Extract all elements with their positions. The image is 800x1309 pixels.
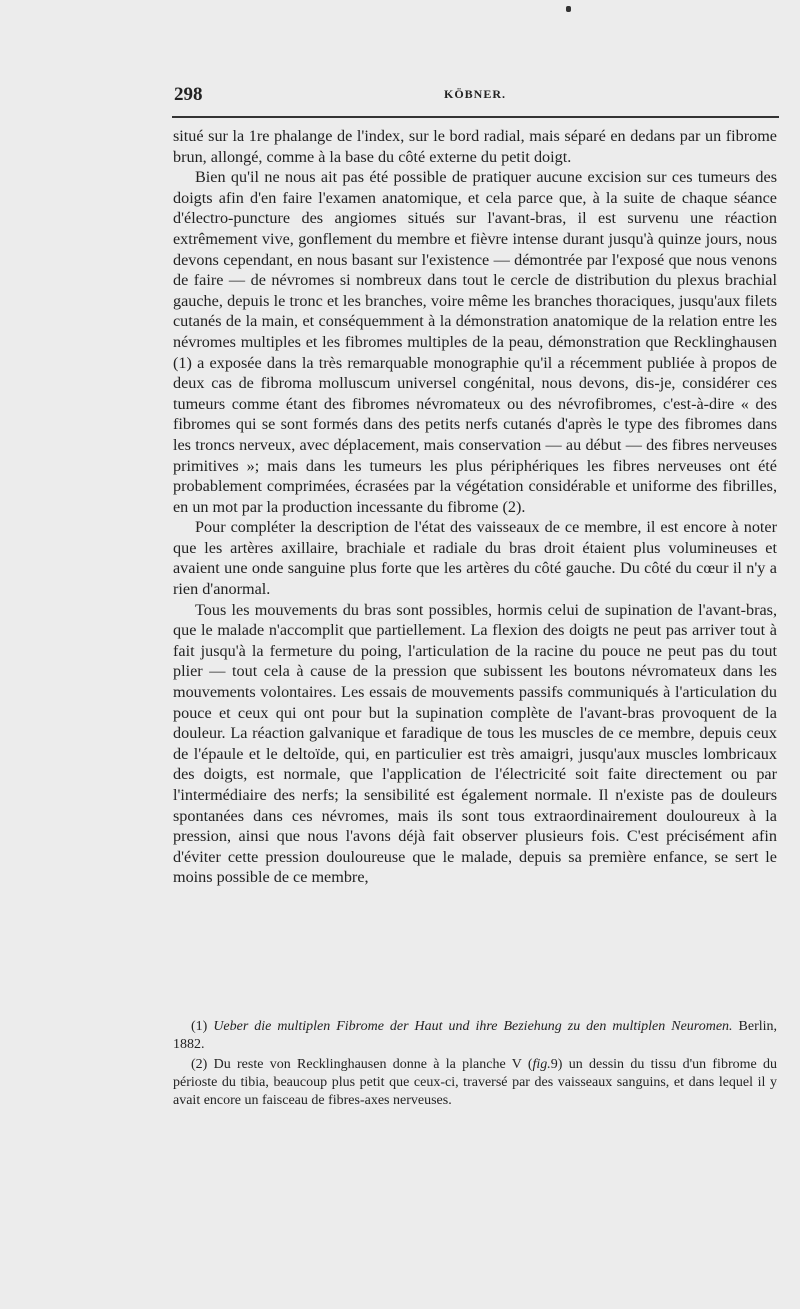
footnote-1-number: (1) bbox=[191, 1019, 208, 1034]
footnote-1-rest: Berlin, 1882. bbox=[173, 1019, 778, 1052]
paragraph-3: Pour compléter la description de l'état des vaisseaux de ce membre, il est encore à noter que les artères axillaire, brachiale et radiale du bras droit étaient plus volumineuses et avaient une onde sanguine plus forte que les artères du côté gauche. Du côté du cœur il n'y a rien d'anormal. bbox=[173, 518, 777, 599]
footnote-1-title: Ueber die multiplen Fibrome der Haut und ihre Beziehung zu den multiplen Neuromen. bbox=[213, 1019, 733, 1034]
footnote-2-text-b: 9) un dessin du tissu d'un fibrome du périoste du tibia, beaucoup plus petit que ceux-ci, traversé par des vaisseaux sanguins, et dans lequel il y avait encore un faisceau de fibres-axes nerveuses. bbox=[173, 1057, 777, 1108]
footnotes bbox=[173, 1018, 777, 1112]
body-text bbox=[173, 126, 777, 888]
footnote-2-text-a: Du reste von Recklinghausen donne à la planche V ( bbox=[207, 1057, 533, 1072]
footnote-2-number: (2) bbox=[191, 1057, 208, 1072]
footnote-2 bbox=[173, 1056, 777, 1110]
paragraph-2: Bien qu'il ne nous ait pas été possible de pratiquer aucune excision sur ces tumeurs des doigts afin d'en faire l'examen anatomique, et cela parce que, à la suite de chaque séance d'électro-puncture des angiomes situés sur l'avant-bras, il est survenu une réaction extrêmement vive, gonflement du membre et fièvre intense durant jusqu'à quinze jours, nous devons cependant, en nous basant sur l'existence — démontrée par l'exposé que nous venons de faire — de névromes si nombreux dans tout le cercle de distribution du plexus brachial gauche, depuis le tronc et les branches, voire même les branches thoraciques, jusqu'aux filets cutanés de la main, et conséquemment à la démonstration anatomique de la relation entre les névromes multiples et les fibromes multiples de la peau, démonstration que Recklinghausen (1) a exposée dans la très remarquable monographie qu'il a récemment publiée à propos de deux cas de fibroma molluscum universel congénital, nous devons, dis-je, considérer ces tumeurs comme étant des fibromes névromateux ou des névrofibromes, c'est-à-dire « des fibromes qui se sont formés dans des petits nerfs cutanés d'après le type des fibromes dans les troncs nerveux, avec déplacement, mais conservation — au début — des fibres nerveuses primitives »; mais dans les tumeurs les plus périphériques les fibres nerveuses ont été probablement comprimées, écrasées par la végétation considérable et uniforme des fibrilles, en un mot par la production incessante du fibrome (2). bbox=[173, 168, 777, 516]
header-rule bbox=[172, 116, 779, 118]
ink-speck bbox=[566, 6, 571, 12]
running-head: KÖBNER. bbox=[443, 87, 506, 101]
page-number: 298 bbox=[174, 84, 203, 105]
page-header bbox=[174, 84, 776, 108]
paragraph-4: Tous les mouvements du bras sont possibles, hormis celui de supination de l'avant-bras, que le malade n'accomplit que partiellement. La flexion des doigts ne peut pas arriver tout à fait jusqu'à la fermeture du poing, l'articulation de la racine du pouce ne peut pas du tout plier — tout cela à cause de la pression que subissent les boutons névromateux dans les mouvements volontaires. Les essais de mouvements passifs communiqués à l'articulation du pouce et ceux qui ont pour but la supination complète de l'avant-bras provoquent de la douleur. La réaction galvanique et faradique de tous les muscles de ce membre, depuis ceux de l'épaule et le deltoïde, qui, en particulier est très amaigri, jusqu'aux muscles lombricaux des doigts, est normale, que l'application de l'électricité soit faite directement ou par l'intermédiaire des nerfs; la sensibilité est également normale. Il n'existe pas de douleurs spontanées dans ces névromes, mais ils sont tous extraordinairement douloureux à la pression, ainsi que nous l'avons déjà fait observer plusieurs fois. C'est précisément afin d'éviter cette pression douloureuse que le malade, depuis sa première enfance, se sert le moins possible de ce membre, bbox=[173, 600, 777, 887]
paragraph-1: situé sur la 1re phalange de l'index, sur le bord radial, mais séparé en dedans par un fibrome brun, allongé, comme à la base du côté externe du petit doigt. bbox=[173, 127, 777, 166]
footnote-1 bbox=[173, 1018, 777, 1054]
footnote-2-fig: fig. bbox=[532, 1057, 551, 1072]
